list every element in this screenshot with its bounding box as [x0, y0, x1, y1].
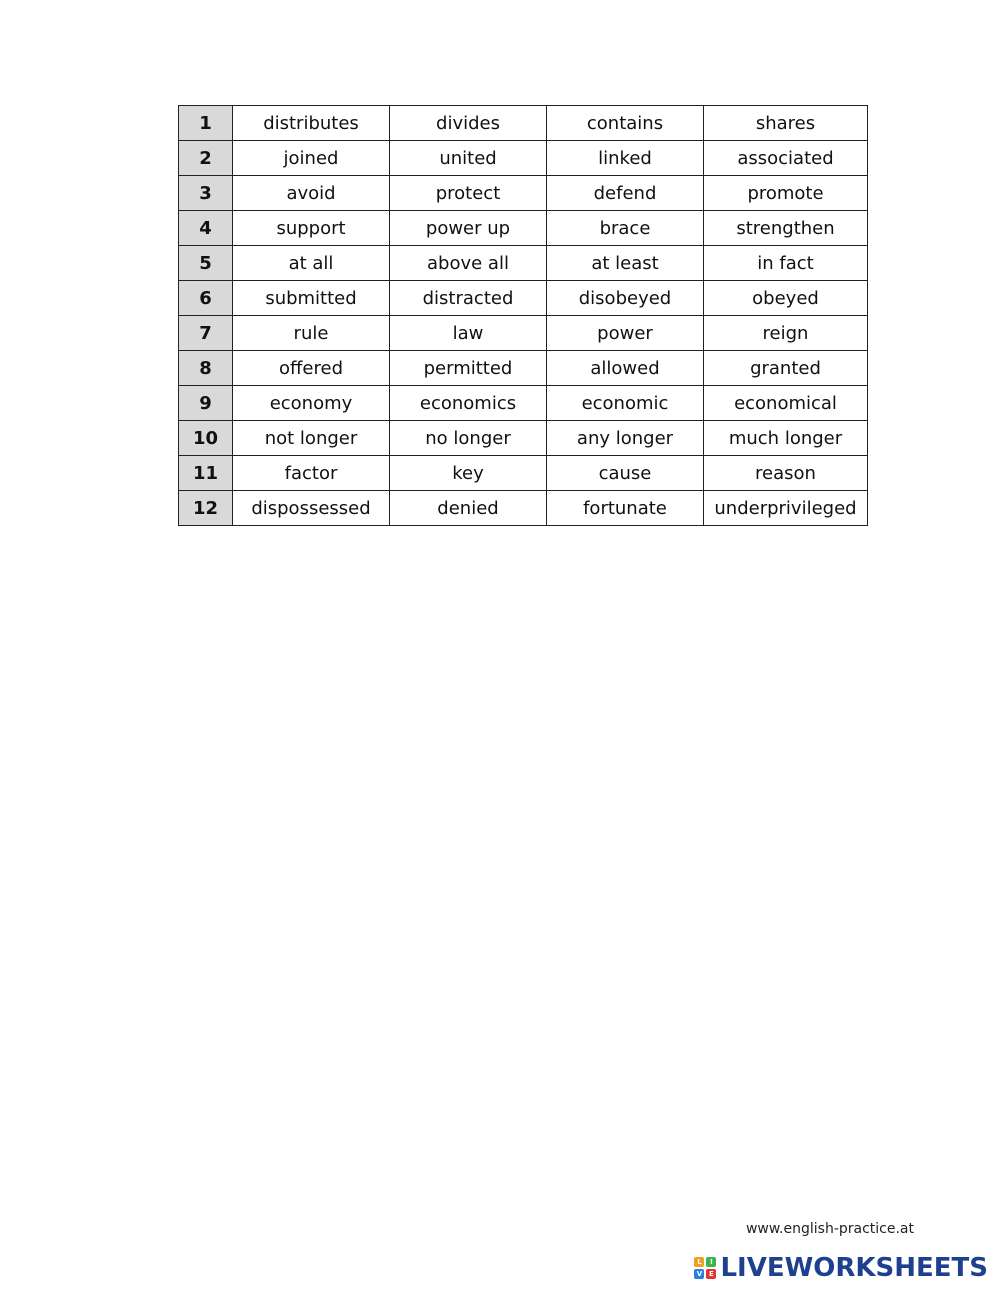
option-cell: factor [233, 456, 390, 491]
liveworksheets-brand [694, 1253, 988, 1283]
option-cell: denied [390, 491, 547, 526]
option-cell: power up [390, 211, 547, 246]
table-row [179, 141, 868, 176]
option-cell: associated [704, 141, 868, 176]
option-cell: avoid [233, 176, 390, 211]
answer-options-table [178, 105, 868, 526]
option-cell: granted [704, 351, 868, 386]
option-cell: above all [390, 246, 547, 281]
option-cell: rule [233, 316, 390, 351]
option-cell: allowed [547, 351, 704, 386]
option-cell: defend [547, 176, 704, 211]
logo-letter: V [694, 1269, 704, 1279]
option-cell: joined [233, 141, 390, 176]
logo-letter: E [706, 1269, 716, 1279]
logo-letter: I [706, 1257, 716, 1267]
row-number: 7 [179, 316, 233, 351]
option-cell: dispossessed [233, 491, 390, 526]
row-number: 5 [179, 246, 233, 281]
option-cell: reason [704, 456, 868, 491]
row-number: 9 [179, 386, 233, 421]
table-row [179, 351, 868, 386]
option-cell: in fact [704, 246, 868, 281]
row-number: 3 [179, 176, 233, 211]
option-cell: reign [704, 316, 868, 351]
row-number: 6 [179, 281, 233, 316]
row-number: 11 [179, 456, 233, 491]
option-cell: protect [390, 176, 547, 211]
row-number: 10 [179, 421, 233, 456]
option-cell: underprivileged [704, 491, 868, 526]
option-cell: distributes [233, 106, 390, 141]
table-row [179, 421, 868, 456]
option-cell: contains [547, 106, 704, 141]
option-cell: cause [547, 456, 704, 491]
option-cell: offered [233, 351, 390, 386]
table-row [179, 176, 868, 211]
option-cell: united [390, 141, 547, 176]
option-cell: law [390, 316, 547, 351]
option-cell: power [547, 316, 704, 351]
option-cell: economics [390, 386, 547, 421]
option-cell: economical [704, 386, 868, 421]
option-cell: much longer [704, 421, 868, 456]
answer-options-table-body [179, 106, 868, 526]
option-cell: support [233, 211, 390, 246]
option-cell: economy [233, 386, 390, 421]
row-number: 4 [179, 211, 233, 246]
option-cell: submitted [233, 281, 390, 316]
liveworksheets-logo-icon [694, 1257, 716, 1279]
footer-url: www.english-practice.at [745, 1221, 914, 1237]
option-cell: at all [233, 246, 390, 281]
option-cell: at least [547, 246, 704, 281]
option-cell: obeyed [704, 281, 868, 316]
table-row [179, 316, 868, 351]
option-cell: distracted [390, 281, 547, 316]
option-cell: key [390, 456, 547, 491]
option-cell: fortunate [547, 491, 704, 526]
row-number: 12 [179, 491, 233, 526]
row-number: 1 [179, 106, 233, 141]
option-cell: not longer [233, 421, 390, 456]
option-cell: brace [547, 211, 704, 246]
option-cell: linked [547, 141, 704, 176]
option-cell: strengthen [704, 211, 868, 246]
row-number: 2 [179, 141, 233, 176]
table-row [179, 386, 868, 421]
table-row [179, 281, 868, 316]
option-cell: disobeyed [547, 281, 704, 316]
table-row [179, 491, 868, 526]
option-cell: any longer [547, 421, 704, 456]
option-cell: permitted [390, 351, 547, 386]
table-row [179, 456, 868, 491]
table-row [179, 211, 868, 246]
option-cell: no longer [390, 421, 547, 456]
option-cell: divides [390, 106, 547, 141]
brand-name: LIVEWORKSHEETS [720, 1253, 988, 1283]
logo-letter: L [694, 1257, 704, 1267]
table-row [179, 106, 868, 141]
row-number: 8 [179, 351, 233, 386]
option-cell: economic [547, 386, 704, 421]
option-cell: shares [704, 106, 868, 141]
option-cell: promote [704, 176, 868, 211]
table-row [179, 246, 868, 281]
